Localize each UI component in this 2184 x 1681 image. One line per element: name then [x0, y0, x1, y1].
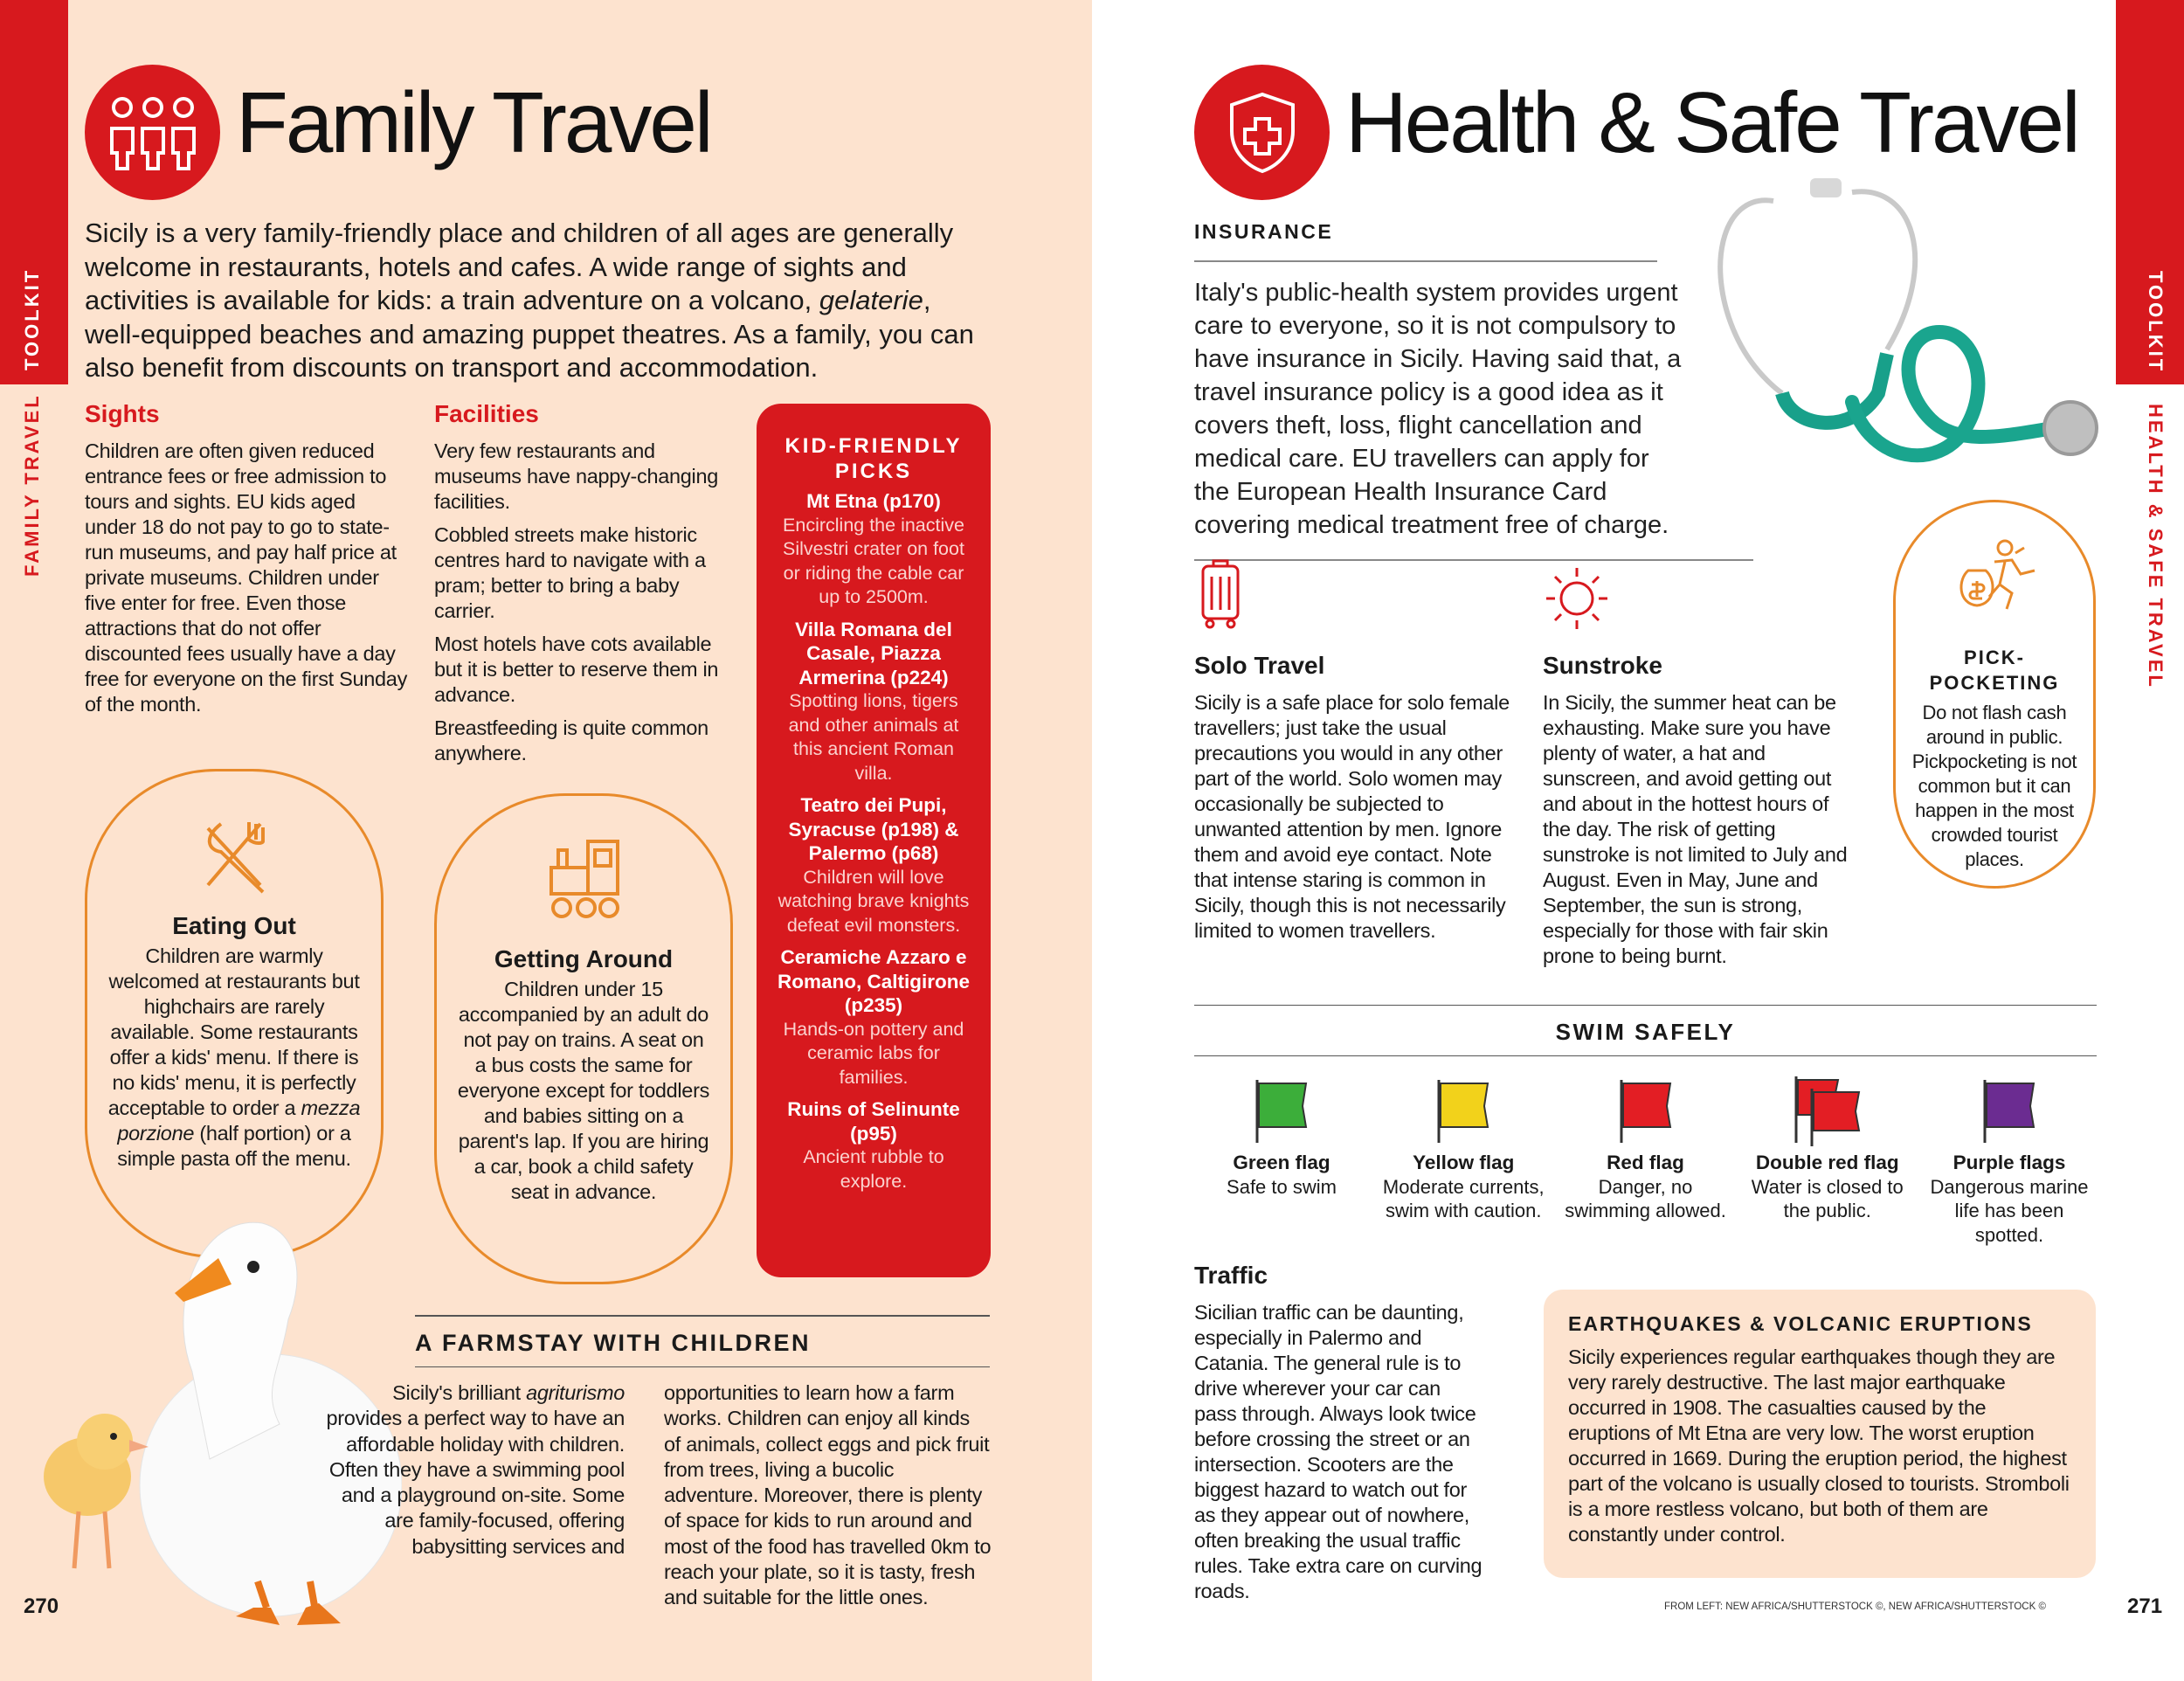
- earthquakes-heading: EARTHQUAKES & VOLCANIC ERUPTIONS: [1568, 1312, 2033, 1335]
- cutlery-icon: [195, 815, 273, 894]
- facilities-p2: Cobbled streets make historic centres hard to navigate with a pram; better to bring a baby carrier.: [434, 523, 706, 622]
- page-number: 270: [24, 1595, 59, 1618]
- sun-icon: [1545, 566, 1609, 631]
- flag-desc: Water is closed to the public.: [1751, 1175, 1904, 1221]
- sights-text: Children are often given reduced entrance fees or free admission to tours and sights. EU kids aged under 18 do not pay to go to state-run museums, and pay half price at private museums. Children under five enter for free. Even those attractions that do not offer discounted fees usually have a day free for everyone on the first Sunday of the month.: [85, 439, 408, 716]
- kid-pick-name: Villa Romana del Casale, Piazza Armerina (p224): [795, 618, 952, 688]
- flags-row: [1194, 1076, 2097, 1246]
- swim-top-rule: [1194, 1005, 2097, 1006]
- kid-pick-desc: Encircling the inactive Silvestri crater on foot or riding the cable car up to 2500m.: [783, 514, 964, 607]
- getting-around-text: Children under 15 accompanied by an adult do not pay on trains. A seat on a bus costs the same for everyone except for toddlers and babies sitting on a parent's lap. If you are hiring a car, book a child safety seat in advance.: [457, 978, 710, 1203]
- kid-pick-desc: Ancient rubble to explore.: [803, 1146, 944, 1192]
- right-page: [1092, 0, 2184, 1681]
- photo-credit: FROM LEFT: NEW AFRICA/SHUTTERSTOCK ©, NEW AFRICA/SHUTTERSTOCK ©: [1664, 1601, 2046, 1612]
- swim-heading: SWIM SAFELY: [1555, 1019, 1736, 1045]
- farmstay-col2: opportunities to learn how a farm works. Children can enjoy all kinds of animals, collect eggs and pick fruit from trees, living a bucolic adventure. Moreover, there is plenty of space for kids to run around and most of the food has travelled 0km to reach your plate, so it is tasty, fresh and suitable for the little ones.: [664, 1381, 992, 1609]
- health-shield-icon: [1194, 65, 1330, 200]
- getting-around-pill: [434, 793, 733, 1284]
- farmstay-bottom-rule: [415, 1366, 990, 1367]
- eating-out-pill: [85, 769, 384, 1258]
- insurance-bottom-rule: [1194, 559, 1753, 561]
- facilities-heading: Facilities: [434, 400, 539, 427]
- page-title: Health & Safe Travel: [1345, 74, 2078, 170]
- insurance-text: Italy's public-health system provides urgent care to everyone, so it is not compulsory to have insurance in Sicily. Having said that, a travel insurance policy is a good idea as it covers theft, loss, flight cancellation and medical care. EU travellers can apply for the European Health Insurance Card covering medical treatment free of charge.: [1194, 279, 1682, 539]
- kid-friendly-picks-box: [757, 404, 991, 1277]
- insurance-heading: INSURANCE: [1194, 220, 1334, 243]
- kid-pick-name: Teatro dei Pupi, Syracuse (p198) & Palermo (p68): [788, 794, 959, 864]
- flag-name: Yellow flag: [1413, 1152, 1515, 1173]
- red-flag-icon: [1559, 1076, 1733, 1146]
- solo-travel-heading: Solo Travel: [1194, 652, 1325, 679]
- yellow-flag-icon: [1376, 1076, 1551, 1146]
- flag-desc: Dangerous marine life has been spotted.: [1930, 1175, 2089, 1246]
- kid-pick-desc: Spotting lions, tigers and other animals at this ancient Roman villa.: [788, 690, 959, 784]
- getting-around-heading: Getting Around: [494, 945, 674, 972]
- solo-travel-text: Sicily is a safe place for solo female travellers; just take the usual precautions you would in any other part of the world. Solo women may occasionally be subjected to unwanted attention by men. Ignore them and avoid eye contact. Note that intense staring is common in Sicily, though this is not necessarily limited to women travellers.: [1194, 691, 1510, 942]
- kid-pick-name: Ceramiche Azzaro e Romano, Caltigirone (p235): [777, 946, 970, 1016]
- traffic-heading: Traffic: [1194, 1262, 1268, 1289]
- pickpocketing-text: Do not flash cash around in public. Pickpocketing is not common but it can happen in the most crowded tourist places.: [1911, 702, 2077, 870]
- flag-desc: Moderate currents, swim with caution.: [1382, 1175, 1545, 1221]
- facilities-p3: Most hotels have cots available but it is better to reserve them in advance.: [434, 633, 719, 706]
- kid-pick-name: Mt Etna (p170): [806, 490, 941, 512]
- tab-toolkit-label: TOOLKIT: [2145, 271, 2167, 374]
- sights-section: [85, 400, 408, 717]
- flag-item: [1559, 1076, 1733, 1242]
- sunstroke-heading: Sunstroke: [1543, 652, 1662, 679]
- flag-item: [1740, 1076, 1915, 1242]
- insurance-rule: [1194, 260, 1657, 262]
- kid-pick-desc: Children will love watching brave knights defeat evil monsters.: [778, 866, 970, 936]
- flag-desc: Danger, no swimming allowed.: [1565, 1175, 1726, 1221]
- pickpocketing-heading: PICK-POCKETING: [1929, 647, 2060, 694]
- farmstay-heading: A FARMSTAY WITH CHILDREN: [415, 1330, 812, 1356]
- tab-section-label: FAMILY TRAVEL: [21, 393, 43, 577]
- flag-item: [1376, 1076, 1551, 1242]
- stethoscope-photo: [1651, 166, 2105, 489]
- swim-bottom-rule: [1194, 1055, 2097, 1056]
- flag-item: [1922, 1076, 2097, 1246]
- suitcase-icon: [1194, 559, 1247, 629]
- eating-out-text: Children are warmly welcomed at restaurants but highchairs are rarely available. Some restaurants offer a kids' menu. If there is no kids' menu, it is perfectly acceptable to order a mezza porzione (half portion) or a simple pasta off the menu.: [107, 944, 361, 1170]
- farmstay-col1: Sicily's brilliant agriturismo provides a perfect way to have an affordable holiday with children. Often they have a swimming pool and a playground on-site. Some are family-focused, offering babysitting services and: [326, 1381, 625, 1558]
- flag-name: Red flag: [1607, 1152, 1684, 1173]
- flag-name: Double red flag: [1755, 1152, 1899, 1173]
- intro-paragraph: Sicily is a very family-friendly place and children of all ages are generally welcome in restaurants, hotels and cafes. A wide range of sights and activities is available for kids: a train adventure on a volcano, gelaterie, well-equipped beaches and amazing puppet theatres. As a family, you can also benefit from discounts on transport and accommodation.: [85, 218, 974, 383]
- flag-item: [1194, 1076, 1369, 1242]
- facilities-p1: Very few restaurants and museums have nappy-changing facilities.: [434, 439, 719, 513]
- traffic-text: Sicilian traffic can be daunting, especially in Palermo and Catania. The general rule is to drive wherever your car can pass through. Always look twice before crossing the street or an intersection. Scooters are the biggest hazard to watch out for as they appear out of nowhere, often breaking the usual traffic rules. Take extra care on curving roads.: [1194, 1301, 1482, 1602]
- page-number: 271: [2127, 1595, 2163, 1618]
- toy-train-icon: [544, 833, 623, 929]
- solo-travel-section: [1194, 652, 1517, 944]
- pickpocket-icon: [1951, 536, 2038, 614]
- kid-picks-heading: KID-FRIENDLY PICKS: [784, 434, 963, 483]
- green-flag-icon: [1194, 1076, 1369, 1146]
- facilities-section: [434, 400, 736, 774]
- facilities-p4: Breastfeeding is quite common anywhere.: [434, 716, 708, 764]
- tab-toolkit-label: TOOLKIT: [21, 267, 43, 370]
- kid-pick-desc: Hands-on pottery and ceramic labs for families.: [783, 1018, 964, 1088]
- eating-out-heading: Eating Out: [172, 912, 296, 939]
- traffic-section: [1194, 1262, 1482, 1604]
- tab-section-label: HEALTH & SAFE TRAVEL: [2145, 404, 2167, 689]
- flag-desc: Safe to swim: [1227, 1175, 1337, 1198]
- pickpocketing-pill: [1893, 500, 2096, 889]
- double-red-flag-icon: [1740, 1076, 1915, 1146]
- sights-heading: Sights: [85, 400, 160, 427]
- sunstroke-text: In Sicily, the summer heat can be exhausting. Make sure you have plenty of water, a hat and sunscreen, and avoid getting out and about in the hottest hours of the day. The risk of getting sunstroke is not limited to July and August. Even in May, June and September, the sun is strong, especially for those with fair skin prone to being burnt.: [1543, 691, 1848, 967]
- earthquakes-text: Sicily experiences regular earthquakes though they are very rarely destructive. The last major earthquake occurred in 1908. The casualties caused by the eruptions of Mt Etna are very low. The worst eruption occurred in 1669. During the eruption period, the highest part of the volcano is usually closed to tourists. Stromboli is a more restless volcano, but both of them are constantly under control.: [1568, 1345, 2070, 1546]
- purple-flag-icon: [1922, 1076, 2097, 1146]
- farmstay-top-rule: [415, 1315, 990, 1317]
- kid-pick-name: Ruins of Selinunte (p95): [787, 1098, 960, 1145]
- flag-name: Green flag: [1233, 1152, 1330, 1173]
- page-title: Family Travel: [236, 74, 711, 170]
- earthquakes-box: [1544, 1290, 2096, 1578]
- family-icon: [85, 65, 220, 200]
- flag-name: Purple flags: [1952, 1152, 2066, 1173]
- sunstroke-section: [1543, 652, 1857, 969]
